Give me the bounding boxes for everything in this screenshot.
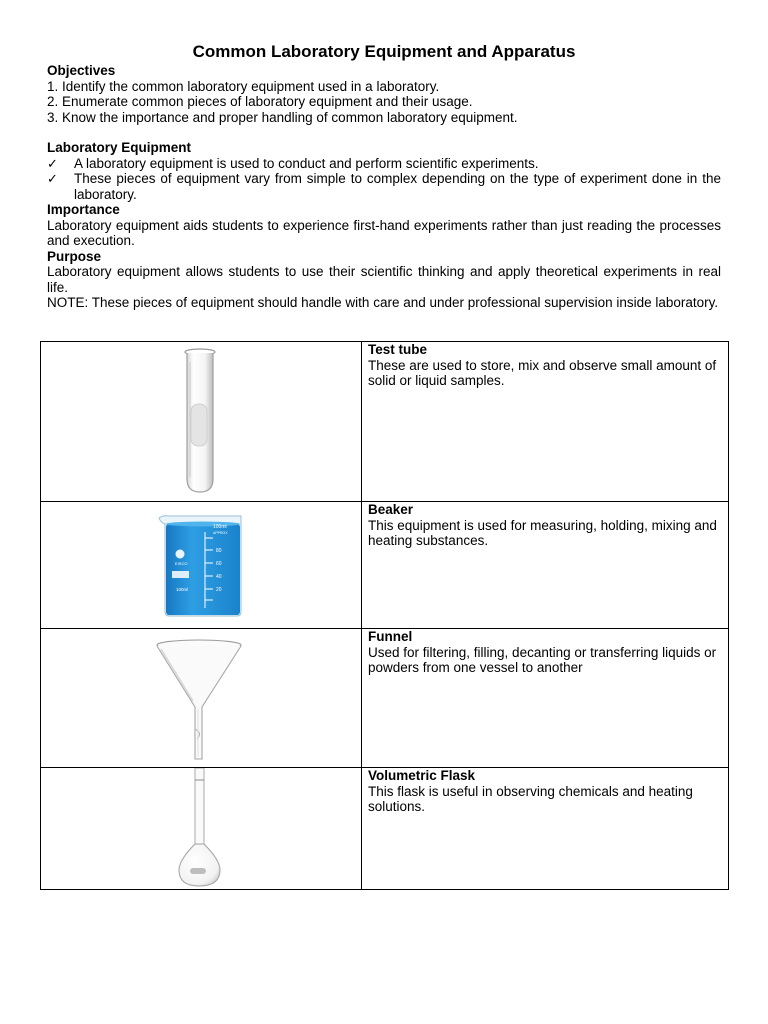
beaker-mark-label: 40 bbox=[216, 574, 222, 580]
list-item: ✓ These pieces of equipment vary from simple to complex depending on the type of experiment done in the laboratory. bbox=[47, 171, 721, 202]
table-row bbox=[41, 768, 729, 890]
beaker-mark-label: 20 bbox=[216, 587, 222, 593]
equipment-name: Test tube bbox=[368, 342, 428, 357]
objective-item: 3. Know the importance and proper handling of common laboratory equipment. bbox=[47, 109, 518, 125]
importance-text: Laboratory equipment aids students to experience first-hand experiments rather than just reading the processes and execution. bbox=[47, 217, 721, 248]
lab-equipment-heading: Laboratory Equipment bbox=[47, 140, 192, 155]
test-tube-text-cell bbox=[362, 342, 729, 502]
equipment-description: Used for filtering, filling, decanting or transferring liquids or powders from one vessel to another bbox=[368, 644, 717, 675]
lab-equipment-list bbox=[47, 156, 721, 203]
equipment-name: Beaker bbox=[368, 502, 414, 517]
importance-heading: Importance bbox=[47, 202, 120, 217]
equipment-table bbox=[40, 341, 729, 890]
objective-item: 1. Identify the common laboratory equipment used in a laboratory. bbox=[47, 78, 440, 94]
intro-section bbox=[47, 63, 721, 311]
note-text: NOTE: These pieces of equipment should handle with care and under professional supervision inside laboratory. bbox=[47, 295, 719, 310]
equipment-name: Volumetric Flask bbox=[368, 768, 476, 783]
beaker-brand: EISCO bbox=[175, 561, 188, 566]
equipment-description: These are used to store, mix and observe small amount of solid or liquid samples. bbox=[368, 357, 717, 388]
objectives-heading: Objectives bbox=[47, 63, 116, 78]
purpose-text: Laboratory equipment allows students to use their scientific thinking and apply theoretical experiments in real life. bbox=[47, 264, 721, 295]
equipment-description: This equipment is used for measuring, holding, mixing and heating substances. bbox=[368, 517, 717, 548]
beaker-mark-label: 80 bbox=[216, 548, 222, 554]
table-row bbox=[41, 502, 729, 629]
equipment-name: Funnel bbox=[368, 629, 413, 644]
checkmark-icon: ✓ bbox=[47, 155, 58, 171]
table-row bbox=[41, 342, 729, 502]
funnel-text-cell bbox=[362, 629, 729, 768]
beaker-mark-label: 60 bbox=[216, 561, 222, 567]
checkmark-icon: ✓ bbox=[47, 171, 58, 186]
beaker-image-cell bbox=[41, 502, 362, 629]
page-title: Common Laboratory Equipment and Apparatus bbox=[192, 42, 576, 61]
volumetric-flask-illustration bbox=[41, 768, 361, 888]
list-item: ✓ A laboratory equipment is used to conduct and perform scientific experiments. bbox=[47, 155, 539, 171]
funnel-illustration bbox=[41, 629, 361, 766]
beaker-capacity-label: 100ml bbox=[213, 524, 227, 530]
equipment-description: This flask is useful in observing chemicals and heating solutions. bbox=[368, 783, 693, 814]
beaker-text-cell bbox=[362, 502, 729, 629]
table-row bbox=[41, 629, 729, 768]
test-tube-image-cell bbox=[41, 342, 362, 502]
volumetric-flask-text-cell bbox=[362, 768, 729, 890]
volumetric-flask-image-cell bbox=[41, 768, 362, 890]
test-tube-illustration bbox=[41, 342, 361, 500]
funnel-image-cell bbox=[41, 629, 362, 768]
beaker-side-label: 100ml bbox=[176, 587, 189, 592]
objective-item: 2. Enumerate common pieces of laboratory equipment and their usage. bbox=[47, 94, 473, 109]
beaker-illustration bbox=[41, 502, 361, 627]
purpose-heading: Purpose bbox=[47, 248, 102, 264]
beaker-approx-label: APPROX bbox=[213, 531, 228, 535]
